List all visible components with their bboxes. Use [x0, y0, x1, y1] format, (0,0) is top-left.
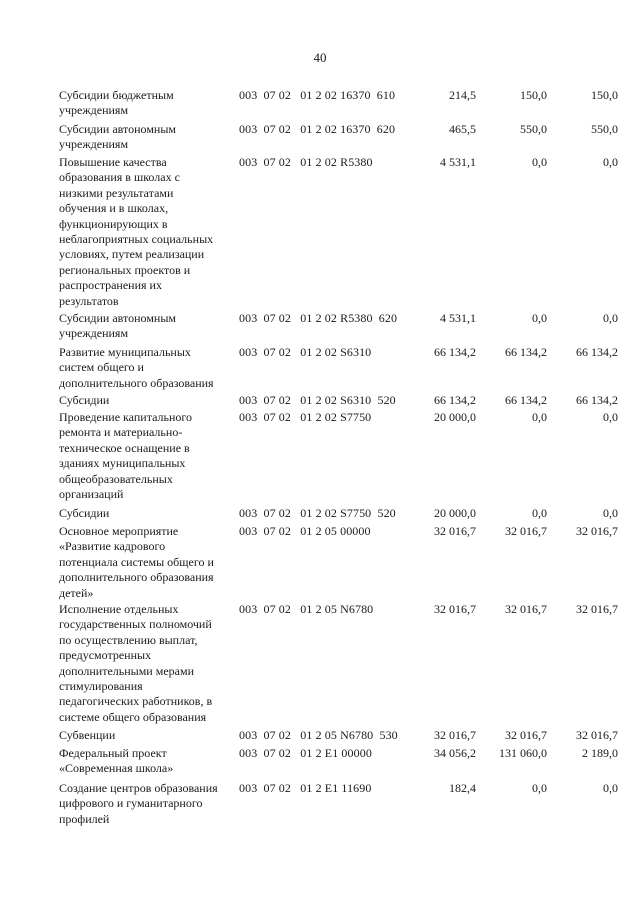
row-value-2: 150,0 [520, 88, 547, 102]
row-name: Проведение капитального ремонта и материально- техническое оснащение в зданиях муниципальных общеобразовательных организаций [59, 410, 193, 502]
row-value-2: 32 016,7 [505, 524, 547, 538]
row-value-3: 550,0 [591, 122, 618, 136]
row-code: 003 07 02 01 2 02 R5380 [239, 155, 373, 169]
row-value-1: 32 016,7 [434, 602, 476, 616]
page-number: 40 [313, 50, 327, 65]
row-value-3: 32 016,7 [576, 524, 618, 538]
row-value-2: 0,0 [532, 311, 547, 325]
row-value-3: 0,0 [603, 506, 618, 520]
row-code: 003 07 02 01 2 02 S6310 520 [239, 393, 396, 407]
row-value-3: 0,0 [603, 410, 618, 424]
row-value-1: 32 016,7 [434, 728, 476, 742]
row-value-3: 150,0 [591, 88, 618, 102]
row-name: Субсидии автономным учреждениям [59, 311, 176, 341]
row-value-1: 20 000,0 [434, 410, 476, 424]
row-code: 003 07 02 01 2 05 N6780 530 [239, 728, 398, 742]
row-value-1: 182,4 [449, 781, 476, 795]
row-value-1: 34 056,2 [434, 746, 476, 760]
row-value-2: 0,0 [532, 781, 547, 795]
row-name: Субсидии [59, 506, 110, 520]
row-code: 003 07 02 01 2 05 N6780 [239, 602, 374, 616]
row-value-3: 0,0 [603, 155, 618, 169]
row-name: Федеральный проект «Современная школа» [59, 746, 174, 776]
row-code: 003 07 02 01 2 05 00000 [239, 524, 371, 538]
row-value-1: 66 134,2 [434, 393, 476, 407]
row-value-1: 465,5 [449, 122, 476, 136]
row-code: 003 07 02 01 2 E1 00000 [239, 746, 372, 760]
row-value-3: 32 016,7 [576, 728, 618, 742]
row-value-2: 0,0 [532, 155, 547, 169]
row-code: 003 07 02 01 2 02 16370 610 [239, 88, 396, 102]
row-value-3: 66 134,2 [576, 345, 618, 359]
row-code: 003 07 02 01 2 02 S6310 [239, 345, 372, 359]
row-name: Субсидии автономным учреждениям [59, 122, 176, 152]
row-name: Исполнение отдельных государственных полномочий по осуществлению выплат, предусмотренных дополнительными мерами стимулирования педагогических работников, в системе общего образования [59, 602, 213, 724]
row-name: Основное мероприятие «Развитие кадрового потенциала системы общего и дополнительного образования детей» [59, 524, 214, 600]
row-value-3: 66 134,2 [576, 393, 618, 407]
row-code: 003 07 02 01 2 02 S7750 520 [239, 506, 396, 520]
row-value-1: 20 000,0 [434, 506, 476, 520]
row-name: Субвенции [59, 728, 116, 742]
row-code: 003 07 02 01 2 E1 11690 [239, 781, 372, 795]
row-name: Создание центров образования цифрового и гуманитарного профилей [59, 781, 218, 826]
row-value-1: 4 531,1 [440, 155, 476, 169]
row-name: Субсидии бюджетным учреждениям [59, 88, 174, 118]
row-value-2: 32 016,7 [505, 602, 547, 616]
row-value-3: 0,0 [603, 781, 618, 795]
row-value-2: 0,0 [532, 410, 547, 424]
row-code: 003 07 02 01 2 02 R5380 620 [239, 311, 398, 325]
row-value-1: 4 531,1 [440, 311, 476, 325]
row-name: Субсидии [59, 393, 110, 407]
row-value-2: 32 016,7 [505, 728, 547, 742]
row-value-3: 2 189,0 [582, 746, 618, 760]
row-value-1: 66 134,2 [434, 345, 476, 359]
row-value-2: 66 134,2 [505, 393, 547, 407]
row-value-1: 32 016,7 [434, 524, 476, 538]
row-value-2: 131 060,0 [499, 746, 547, 760]
row-value-3: 32 016,7 [576, 602, 618, 616]
row-code: 003 07 02 01 2 02 S7750 [239, 410, 372, 424]
row-value-2: 550,0 [520, 122, 547, 136]
row-code: 003 07 02 01 2 02 16370 620 [239, 122, 396, 136]
row-value-1: 214,5 [449, 88, 476, 102]
row-name: Повышение качества образования в школах с низкими результатами обучения и в школах, функционирующих в неблагоприятных социальных условиях, путем реализации региональных проектов и распространения их результатов [59, 155, 214, 308]
row-value-2: 0,0 [532, 506, 547, 520]
row-name: Развитие муниципальных систем общего и дополнительного образования [59, 345, 214, 390]
row-value-2: 66 134,2 [505, 345, 547, 359]
row-value-3: 0,0 [603, 311, 618, 325]
